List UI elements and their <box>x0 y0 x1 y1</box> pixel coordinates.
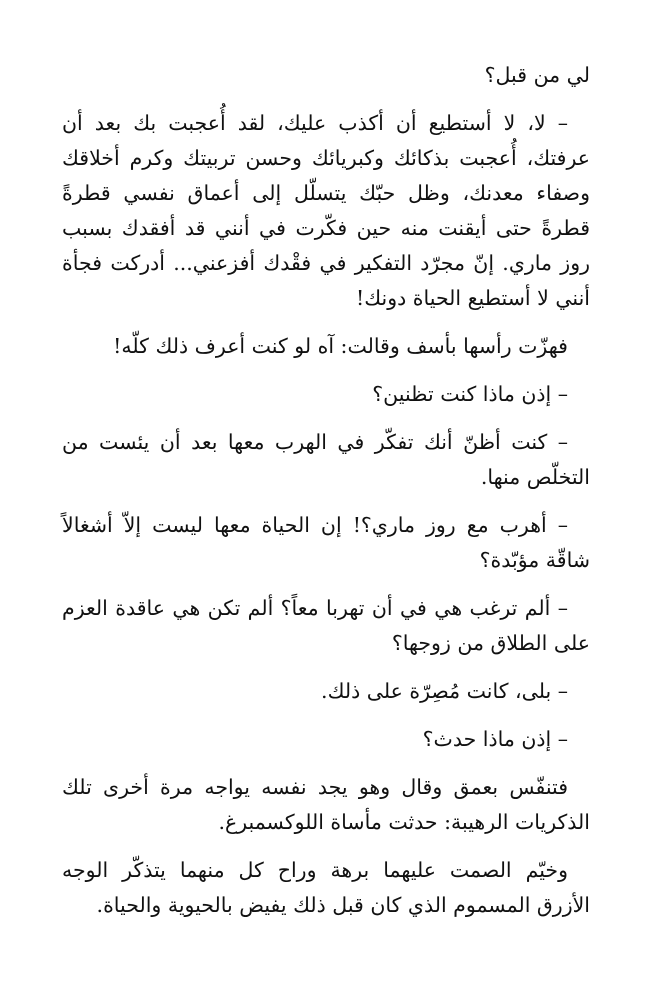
paragraph-narration: فتنفّس بعمق وقال وهو يجد نفسه يواجه مرة أخرى تلك الذكريات الرهيبة: حدثت مأساة اللوكسمبرغ. <box>62 775 590 834</box>
paragraph-confession: – لا، لا أستطيع أن أكذب عليك، لقد أُعجبت بك بعد أن عرفتك، أُعجبت بذكائك وكبريائك وحسن تربيتك وكرم أخلاقك وصفاء معدنك، وظل حبّك يتسلّل إلى أعماق نفسي قطرةً قطرةً حتى أيقنت منه حين فكّرت في أنني قد أفقدك بسبب روز ماري. إنّ مجرّد التفكير في فقْدك أفزعني... أدركت فجأة أنني لا أستطيع الحياة دونك! <box>62 111 590 310</box>
paragraph-continuation: لي من قبل؟ <box>484 63 590 87</box>
paragraph-narration: فهزّت رأسها بأسف وقالت: آه لو كنت أعرف ذلك كلّه! <box>113 334 568 358</box>
paragraph-dialogue: – أهرب مع روز ماري؟! إن الحياة معها ليست إلاّ أشغالاً شاقّة مؤبّدة؟ <box>62 513 590 572</box>
paragraph-dialogue: – كنت أظنّ أنك تفكّر في الهرب معها بعد أن يئست من التخلّص منها. <box>62 430 590 489</box>
paragraph-dialogue: – بلى، كانت مُصِرّة على ذلك. <box>321 679 568 703</box>
paragraph-narration: وخيّم الصمت عليهما برهة وراح كل منهما يتذكّر الوجه الأزرق المسموم الذي كان قبل ذلك يفيض بالحيوية والحياة. <box>62 858 590 917</box>
paragraph-dialogue: – إذن ماذا حدث؟ <box>422 727 568 751</box>
paragraph-dialogue: – ألم ترغب هي في أن تهربا معاً؟ ألم تكن هي عاقدة العزم على الطلاق من زوجها؟ <box>62 596 590 655</box>
paragraph-dialogue: – إذن ماذا كنت تظنين؟ <box>372 382 568 406</box>
book-page <box>62 58 590 936</box>
